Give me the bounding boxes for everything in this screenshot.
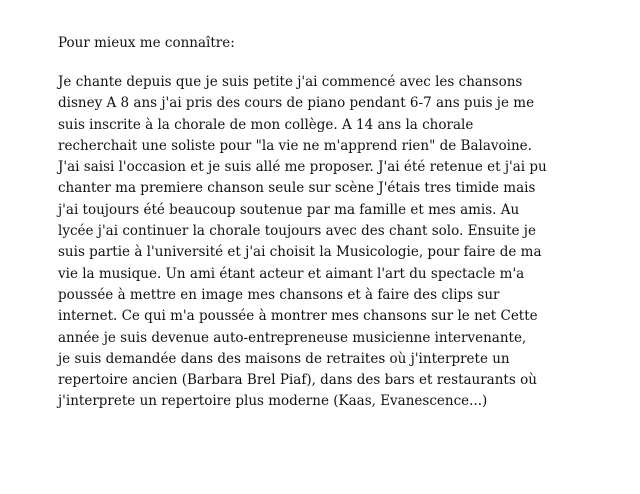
paragraph-line: recherchait une soliste pour "la vie ne m'apprend rien" de Balavoine.: [58, 137, 532, 154]
paragraph-line: je suis demandée dans des maisons de retraites où j'interprete un: [58, 350, 510, 367]
paragraph-line: suis partie à l'université et j'ai choisit la Musicologie, pour faire de ma: [58, 244, 542, 261]
paragraph-line: j'interprete un repertoire plus moderne (Kaas, Evanescence...): [58, 393, 488, 410]
biography-paragraph: [58, 72, 618, 413]
paragraph-line: poussée à mettre en image mes chansons et à faire des clips sur: [58, 286, 500, 303]
paragraph-line: vie la musique. Un ami étant acteur et aimant l'art du spectacle m'a: [58, 265, 525, 282]
paragraph-line: repertoire ancien (Barbara Brel Piaf), dans des bars et restaurants où: [58, 372, 537, 389]
section-heading: Pour mieux me connaître:: [58, 35, 235, 51]
paragraph-line: disney A 8 ans j'ai pris des cours de piano pendant 6-7 ans puis je me: [58, 95, 535, 112]
paragraph-line: suis inscrite à la chorale de mon collège. A 14 ans la chorale: [58, 116, 474, 133]
paragraph-line: année je suis devenue auto-entrepreneuse musicienne intervenante,: [58, 329, 527, 346]
paragraph-line: Je chante depuis que je suis petite j'ai commencé avec les chansons: [58, 74, 523, 90]
paragraph-line: chanter ma premiere chanson seule sur scène J'étais tres timide mais: [58, 180, 536, 197]
paragraph-line: lycée j'ai continuer la chorale toujours avec des chant solo. Ensuite je: [58, 223, 536, 240]
paragraph-line: j'ai toujours été beaucoup soutenue par ma famille et mes amis. Au: [58, 201, 520, 218]
paragraph-line: internet. Ce qui m'a poussée à montrer mes chansons sur le net Cette: [58, 308, 538, 325]
paragraph-line: J'ai saisi l'occasion et je suis allé me proposer. J'ai été retenue et j'ai pu: [58, 159, 547, 176]
